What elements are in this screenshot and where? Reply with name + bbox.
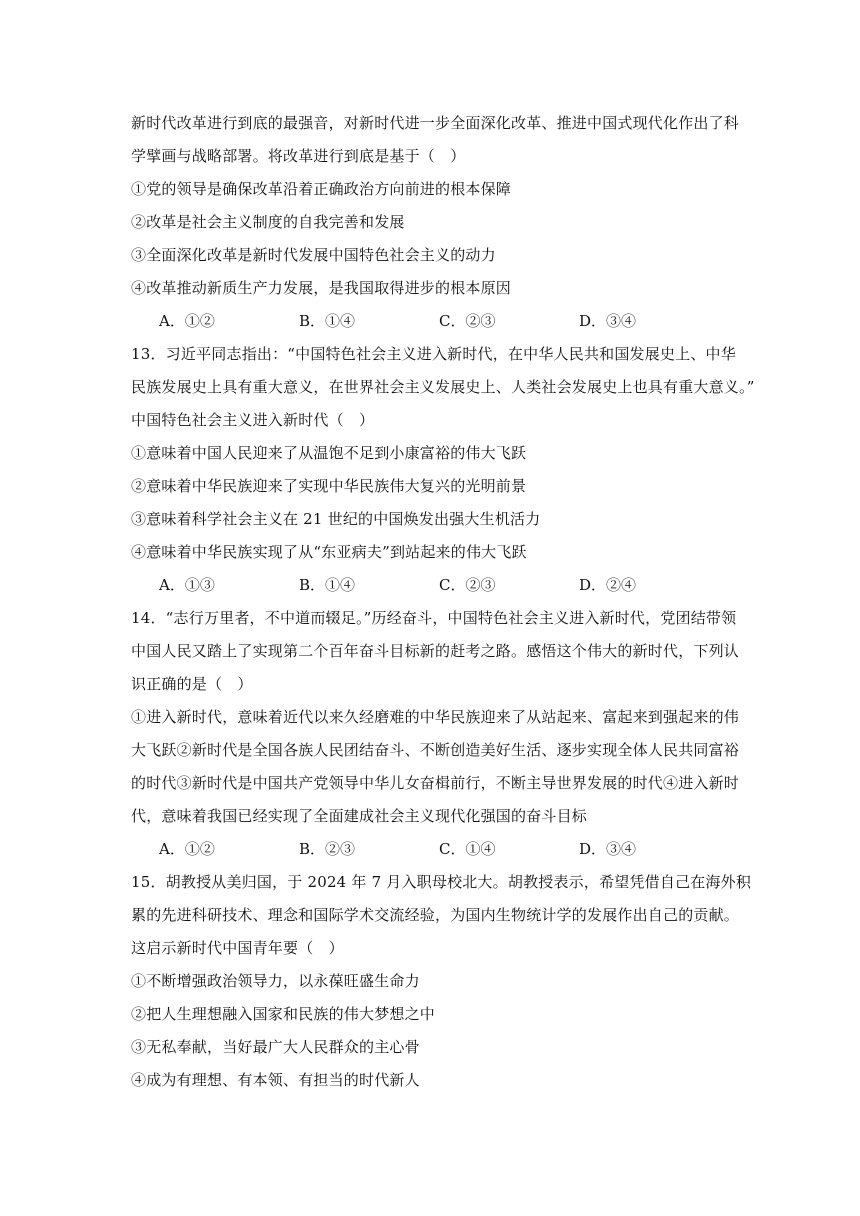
question-14-option-d: D．③④: [579, 840, 637, 858]
question-15: [131, 866, 752, 1097]
question-13-stem-line-3: 中国特色社会主义进入新时代（ ）: [131, 411, 375, 429]
question-13-item-4: ④意味着中华民族实现了从“东亚病夫”到站起来的伟大飞跃: [131, 543, 527, 561]
question-15-stem-line-3: 这启示新时代中国青年要（ ）: [131, 939, 344, 957]
question-14-stem-line-3: 识正确的是（ ）: [131, 675, 253, 693]
question-15-stem-line-2: 累的先进科研技术、理念和国际学术交流经验，为国内生物统计学的发展作出自己的贡献。: [131, 906, 740, 924]
question-12-option-b: B．①④: [299, 312, 356, 330]
question-13-options: [131, 569, 731, 602]
question-12-stem-line-1: 新时代改革进行到底的最强音，对新时代进一步全面深化改革、推进中国式现代化作出了科: [131, 114, 740, 132]
question-14-items-line-1: ①进入新时代，意味着近代以来久经磨难的中华民族迎来了从站起来、富起来到强起来的伟: [131, 708, 740, 726]
question-14-option-b: B．②③: [299, 840, 356, 858]
question-12-item-3: ③全面深化改革是新时代发展中国特色社会主义的动力: [131, 246, 496, 264]
question-13-stem-line-1: 13．习近平同志指出：“中国特色社会主义进入新时代，在中华人民共和国发展史上、中华: [131, 345, 736, 363]
question-15-item-4: ④成为有理想、有本领、有担当的时代新人: [131, 1071, 420, 1089]
question-12-option-a: A．①②: [159, 312, 215, 330]
question-12-options: [131, 305, 731, 338]
question-12-item-2: ②改革是社会主义制度的自我完善和发展: [131, 213, 405, 231]
question-13-stem-line-2: 民族发展史上具有重大意义，在世界社会主义发展史上、人类社会发展史上也具有重大意义。”: [131, 378, 755, 396]
question-13-option-c: C．②③: [439, 576, 496, 594]
question-14-options: [131, 833, 731, 866]
question-13-option-d: D．②④: [579, 576, 637, 594]
question-14: [131, 602, 740, 866]
question-14-option-c: C．①④: [439, 840, 496, 858]
question-13-option-a: A．①③: [159, 576, 215, 594]
question-12-item-4: ④改革推动新质生产力发展，是我国取得进步的根本原因: [131, 279, 512, 297]
question-14-items-line-2: 大飞跃②新时代是全国各族人民团结奋斗、不断创造美好生活、逐步实现全体人民共同富裕: [131, 741, 740, 759]
question-13-option-b: B．①④: [299, 576, 356, 594]
question-12-stem-line-2: 学擘画与战略部署。将改革进行到底是基于（ ）: [131, 147, 466, 165]
question-13: [131, 338, 755, 602]
question-13-item-3: ③意味着科学社会主义在 21 世纪的中国焕发出强大生机活力: [131, 510, 541, 528]
question-12-option-c: C．②③: [439, 312, 496, 330]
question-content: [131, 107, 755, 1097]
question-15-item-1: ①不断增强政治领导力，以永葆旺盛生命力: [131, 972, 420, 990]
question-14-stem-line-2: 中国人民又踏上了实现第二个百年奋斗目标新的赶考之路。感悟这个伟大的新时代，下列认: [131, 642, 740, 660]
question-15-item-2: ②把人生理想融入国家和民族的伟大梦想之中: [131, 1005, 436, 1023]
question-14-option-a: A．①②: [159, 840, 215, 858]
question-14-items-line-4: 代，意味着我国已经实现了全面建成社会主义现代化强国的奋斗目标: [131, 807, 588, 825]
question-12-item-1: ①党的领导是确保改革沿着正确政治方向前进的根本保障: [131, 180, 512, 198]
question-14-items-line-3: 的时代③新时代是中国共产党领导中华儿女奋楫前行，不断主导世界发展的时代④进入新时: [131, 774, 740, 792]
question-13-item-2: ②意味着中华民族迎来了实现中华民族伟大复兴的光明前景: [131, 477, 527, 495]
question-13-item-1: ①意味着中国人民迎来了从温饱不足到小康富裕的伟大飞跃: [131, 444, 527, 462]
question-14-stem-line-1: 14．“志行万里者，不中道而辍足。”历经奋斗，中国特色社会主义进入新时代，党团结带领: [131, 609, 737, 627]
question-15-stem-line-1: 15．胡教授从美归国，于 2024 年 7 月入职母校北大。胡教授表示，希望凭借自己在海外积: [131, 873, 752, 891]
question-12-option-d: D．③④: [579, 312, 637, 330]
question-15-item-3: ③无私奉献，当好最广大人民群众的主心骨: [131, 1038, 420, 1056]
question-12: [131, 107, 740, 338]
